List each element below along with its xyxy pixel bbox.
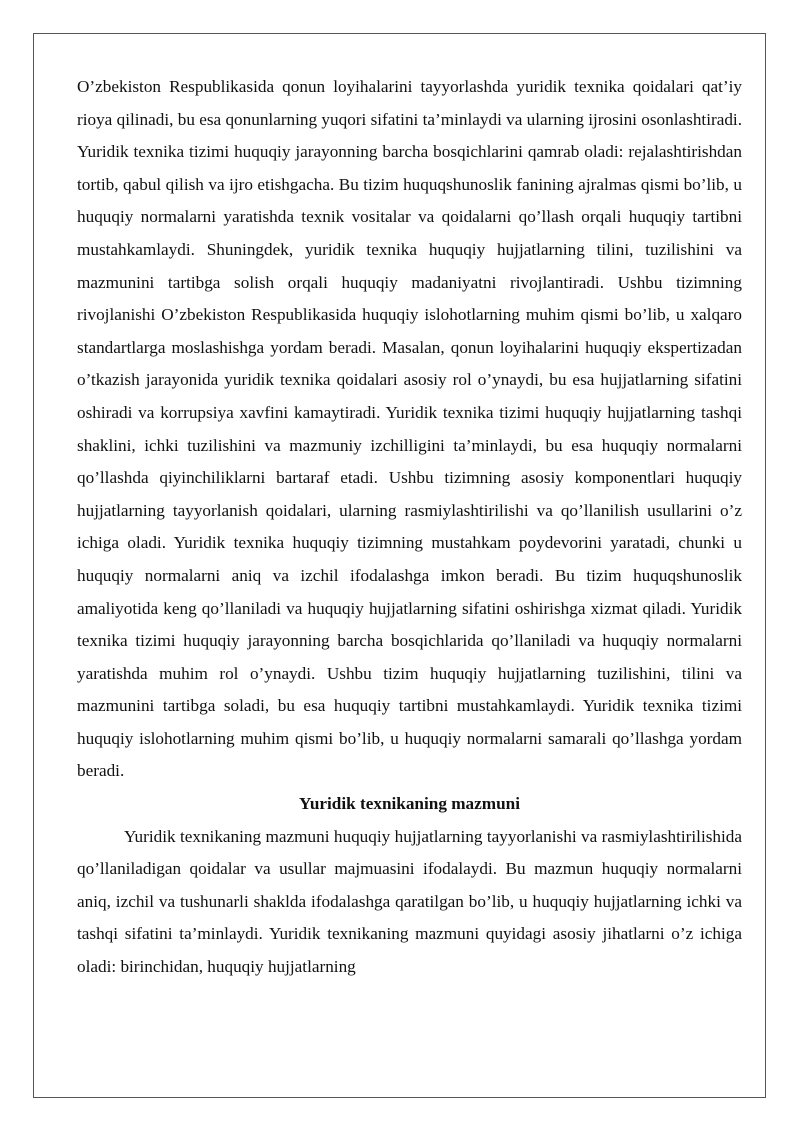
section-heading: Yuridik texnikaning mazmuni [299,794,520,814]
body-paragraph: O’zbekiston Respublikasida qonun loyihalarini tayyorlashda yuridik texnika qoidalari qat’iy rioya qilinadi, bu esa qonunlarning yuqori sifatini ta’minlaydi va ularning ijrosini osonlashtiradi. Yuridik texnika tizimi huquqiy jarayonning barcha bosqichlarini qamrab oladi: rejalashtirishdan tortib, qabul qilish va ijro etishgacha. Bu tizim huquqshunoslik fanining ajralmas qismi bo’lib, u huquqiy normalarni yaratishda texnik vositalar va qoidalarni qo’llash orqali huquqiy tartibni mustahkamlaydi. Shuningdek, yuridik texnika huquqiy hujjatlarning tilini, tuzilishini va mazmunini tartibga solish orqali huquqiy madaniyatni rivojlantiradi. Ushbu tizimning rivojlanishi O’zbekiston Respublikasida huquqiy islohotlarning muhim qismi bo’lib, u xalqaro standartlarga moslashishga yordam beradi. Masalan, qonun loyihalarini huquqiy ekspertizadan o’tkazish jarayonida yuridik texnika qoidalari asosiy rol o’ynaydi, bu esa hujjatlarning sifatini oshiradi va korrupsiya xavfini kamaytiradi. Yuridik texnika tizimi huquqiy hujjatlarning tashqi shaklini, ichki tuzilishini va mazmuniy izchilligini ta’minlaydi, bu esa huquqiy normalarni qo’llashda qiyinchiliklarni bartaraf etadi. Ushbu tizimning asosiy komponentlari huquqiy hujjatlarning tayyorlanish qoidalari, ularning rasmiylashtirilishi va qo’llanilish usullarini o’z ichiga oladi. Yuridik texnika huquqiy tizimning mustahkam poydevorini yaratadi, chunki u huquqiy normalarni aniq va izchil ifodalashga imkon beradi. Bu tizim huquqshunoslik amaliyotida keng qo’llaniladi va huquqiy hujjatlarning sifatini oshirishga xizmat qiladi. Yuridik texnika tizimi huquqiy jarayonning barcha bosqichlarida qo’llaniladi va huquqiy normalarni yaratishda muhim rol o’ynaydi. Ushbu tizim huquqiy hujjatlarning tuzilishini, tilini va mazmunini tartibga soladi, bu esa huquqiy tartibni mustahkamlaydi. Yuridik texnika tizimi huquqiy islohotlarning muhim qismi bo’lib, u huquqiy normalarni samarali qo’llashga yordam beradi. [77,77,742,781]
body-paragraph: Yuridik texnikaning mazmuni huquqiy hujjatlarning tayyorlanishi va rasmiylashtirilishida qo’llaniladigan qoidalar va usullar majmuasini ifodalaydi. Bu mazmun huquqiy normalarni aniq, izchil va tushunarli shaklda ifodalashga qaratilgan bo’lib, u huquqiy hujjatlarning ichki va tashqi sifatini ta’minlaydi. Yuridik texnikaning mazmuni quyidagi asosiy jihatlarni o’z ichiga oladi: birinchidan, huquqiy hujjatlarning [77,826,742,977]
document-body [77,71,742,984]
